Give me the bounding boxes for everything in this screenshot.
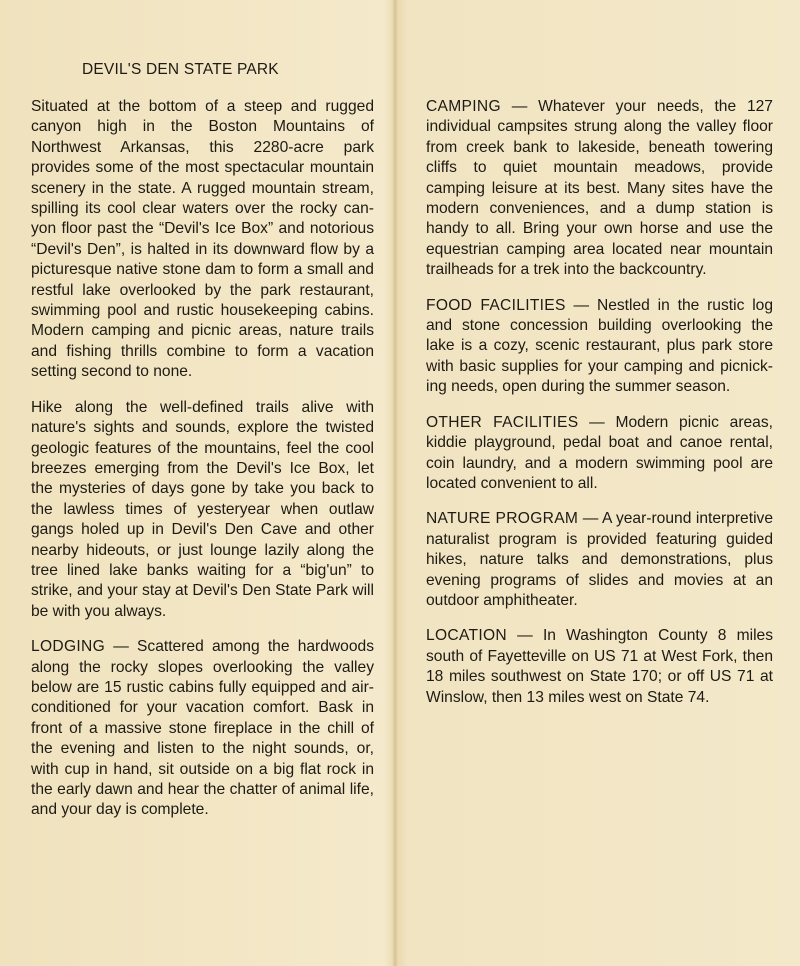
food-facilities-text: Nestled in the rustic log and stone concession building overlooking the lake is a cozy, scenic restaurant, plus park store with basic supplies for your camping and picnicking needs, open during the summer season.	[426, 296, 773, 396]
food-facilities-dash: —	[565, 296, 597, 314]
page-title: DEVIL'S DEN STATE PARK	[82, 61, 279, 78]
camping-text: Whatever your needs, the 127 individual campsites strung along the valley floor from creek bank to lakeside, beneath towering cliffs to quiet mountain meadows, provide camping leisure at its best. Many sites have the modern conveniences, and a dump station is handy to all. Bring your own horse and use the equestrian camping area located near mountain trailheads for a trek into the backcountry.	[426, 98, 773, 279]
location-dash: —	[506, 627, 543, 645]
lodging-heading: LODGING	[31, 638, 106, 656]
camping-heading: CAMPING	[426, 98, 501, 115]
hiking-paragraph	[31, 398, 374, 622]
lodging-section	[31, 637, 374, 821]
other-facilities-heading: OTHER FACILITIES	[426, 413, 579, 431]
food-facilities-section	[426, 296, 773, 398]
page-fold	[392, 0, 398, 966]
right-column	[426, 97, 773, 723]
location-text: In Washington County 8 miles south of Fayetteville on US 71 at West Fork, then 18 miles southwest on State 170; or off US 71 at Winslow, then 13 miles west on State 74.	[426, 627, 773, 706]
food-facilities-heading: FOOD FACILITIES	[426, 296, 566, 314]
other-facilities-text: Modern picnic areas, kiddie playground, pedal boat and canoe rental, coin laundry, and a modern swimming pool are located convenient to all.	[426, 413, 773, 492]
lodging-text: Scattered among the hardwoods along the rocky slopes overlooking the valley below are 15 rustic cabins fully equipped and air-conditioned for your vacation comfort. Bask in front of a massive stone fireplace in the chill of the evening and listen to the night sounds, or, with cup in hand, sit outside on a big flat rock in the early dawn and hear the chatter of animal life, and your day is complete.	[31, 638, 374, 819]
intro-paragraph	[31, 97, 374, 383]
hiking-text: Hike along the well-defined trails alive with nature's sights and sounds, explore the twisted geologic features of the mountains, feel the cool breezes emerging from the Devil's Ice Box, let the mysteries of days gone by take you back to the lawless times of yesteryear when outlaw gangs holed up in Devil's Den Cave and other nearby hideouts, or just lounge lazily along the tree lined lake banks waiting for a “big'un” to strike, and your stay at Devil's Den State Park will be with you always.	[31, 398, 374, 620]
nature-program-section	[426, 509, 773, 611]
nature-program-text: A year-round interpretive naturalist program is provided featuring guided hikes, nature talks and demonstrations, plus evening programs of slides and movies at an outdoor amphitheater.	[426, 510, 773, 609]
camping-dash: —	[500, 98, 539, 115]
camping-section	[426, 97, 773, 281]
location-heading: LOCATION	[426, 627, 507, 645]
left-column	[31, 97, 374, 836]
intro-text: Situated at the bottom of a steep and rugged canyon high in the Boston Mountains of Northwest Arkansas, this 2280-acre park provides some of the most spectacular mountain scenery in the state. A rugged mountain stream, spilling its cool clear waters over the rocky canyon floor past the “Devil's Ice Box” and notorious “Devil's Den”, is halted in its downward flow by a picturesque native stone dam to form a small and restful lake overlooked by the park restaurant, swimming pool and rustic housekeeping cabins. Modern camping and picnic areas, nature trails and fishing thrills combine to form a vacation setting second to none.	[31, 98, 374, 381]
location-section	[426, 626, 773, 708]
other-facilities-section	[426, 413, 773, 495]
nature-program-heading: NATURE PROGRAM	[426, 510, 579, 528]
lodging-dash: —	[105, 638, 138, 656]
nature-program-dash: —	[578, 510, 602, 528]
other-facilities-dash: —	[578, 413, 616, 431]
